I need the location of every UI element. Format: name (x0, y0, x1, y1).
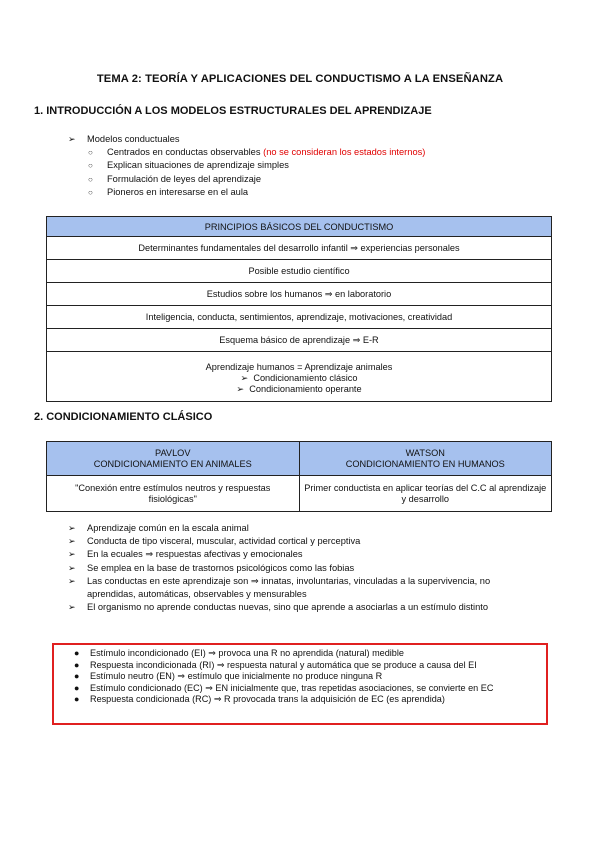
list-item: ● Estímulo incondicionado (EI) ⇒ provoca una R no aprendida (natural) medible (74, 648, 404, 658)
classical-conditioning-list (68, 522, 524, 614)
table-row: Esquema básico de aprendizaje ⇒ E-R (47, 329, 552, 352)
circle-bullet-icon: ○ (88, 174, 93, 184)
list-item: ➢ Modelos conductuales (68, 133, 425, 146)
arrow-bullet-icon: ➢ (68, 602, 76, 613)
bullet-icon: ● (74, 694, 80, 705)
list-item: ➢ Condicionamiento operante (236, 383, 362, 394)
arrow-bullet-icon: ➢ (240, 372, 249, 383)
list-item: ● Respuesta incondicionada (RI) ⇒ respuesta natural y automática que se produce a causa del EI (74, 659, 477, 670)
list-subitem: ○ Explican situaciones de aprendizaje simples (68, 159, 425, 172)
bullet-icon: ● (74, 671, 80, 682)
table-row: Estudios sobre los humanos ⇒ en laboratorio (47, 283, 552, 306)
table-row: Posible estudio científico (47, 260, 552, 283)
arrow-bullet-icon: ➢ (68, 575, 76, 586)
watson-cell: Primer conductista en aplicar teorías del C.C al aprendizaje y desarrollo (299, 476, 552, 512)
models-list (68, 133, 425, 199)
list-subitem: ○ Centrados en conductas observables (no se consideran los estados internos) (68, 146, 425, 159)
arrow-bullet-icon: ➢ (68, 562, 76, 573)
table-row: Inteligencia, conducta, sentimientos, aprendizaje, motivaciones, creatividad (47, 306, 552, 329)
arrow-bullet-icon: ➢ (236, 383, 245, 394)
circle-bullet-icon: ○ (88, 187, 93, 197)
section2-heading: 2. CONDICIONAMIENTO CLÁSICO (34, 411, 213, 423)
list-item: ➢ El organismo no aprende conductas nuevas, sino que aprende a asociarlas a un estímulo distinto (68, 601, 524, 614)
page-title: TEMA 2: TEORÍA Y APLICACIONES DEL CONDUCTISMO A LA ENSEÑANZA (96, 73, 504, 85)
pavlov-header: PAVLOV CONDICIONAMIENTO EN ANIMALES (47, 442, 300, 476)
definitions-list (74, 648, 542, 706)
arrow-bullet-icon: ➢ (68, 536, 76, 547)
list-subitem: ○ Pioneros en interesarse en el aula (68, 186, 425, 199)
list-subitem: ○ Formulación de leyes del aprendizaje (68, 173, 425, 186)
list-item: ➢ Conducta de tipo visceral, muscular, actividad cortical y perceptiva (68, 535, 524, 548)
section1-heading: 1. INTRODUCCIÓN A LOS MODELOS ESTRUCTURALES DEL APRENDIZAJE (34, 105, 432, 117)
list-item: ● Estímulo condicionado (EC) ⇒ EN inicialmente que, tras repetidas asociaciones, se convierte en EC (74, 682, 494, 693)
arrow-bullet-icon: ➢ (68, 523, 76, 533)
list-item: ● Estímulo neutro (EN) ⇒ estímulo que inicialmente no produce ninguna R (74, 671, 383, 682)
conditioning-table (46, 441, 552, 512)
circle-bullet-icon: ○ (88, 148, 93, 158)
list-item: ➢ Las conductas en este aprendizaje son ⇒ innatas, involuntarias, vinculadas a la supervivencia, no aprendidas, automáticas, observables y mensurables (68, 575, 491, 600)
list-item: ● Respuesta condicionada (RC) ⇒ R provocada trans la adquisición de EC (es aprendida) (74, 694, 445, 705)
table-row (47, 352, 552, 402)
bullet-icon: ● (74, 682, 80, 693)
list-item: ➢ Condicionamiento clásico (240, 372, 358, 383)
arrow-bullet-icon: ➢ (68, 549, 76, 560)
table-header: PRINCIPIOS BÁSICOS DEL CONDUCTISMO (47, 217, 552, 237)
list-item: ➢ Aprendizaje común en la escala animal (68, 522, 524, 535)
watson-header: WATSON CONDICIONAMIENTO EN HUMANOS (299, 442, 552, 476)
list-item: ➢ Se emplea en la base de trastornos psicológicos como las fobias (68, 562, 524, 575)
arrow-bullet-icon: ➢ (68, 134, 76, 144)
bullet-icon: ● (74, 648, 80, 658)
circle-bullet-icon: ○ (88, 161, 93, 171)
pavlov-cell: "Conexión entre estímulos neutros y respuestas fisiológicas" (47, 476, 300, 512)
list-item: ➢ En la ecuales ⇒ respuestas afectivas y emocionales (68, 548, 524, 561)
learning-equation: Aprendizaje humanos = Aprendizaje animales (205, 361, 393, 372)
table-row: Determinantes fundamentales del desarrollo infantil ⇒ experiencias personales (47, 237, 552, 260)
red-note: (no se consideran los estados internos) (263, 147, 426, 158)
principles-table (46, 216, 552, 402)
bullet-icon: ● (74, 659, 80, 670)
